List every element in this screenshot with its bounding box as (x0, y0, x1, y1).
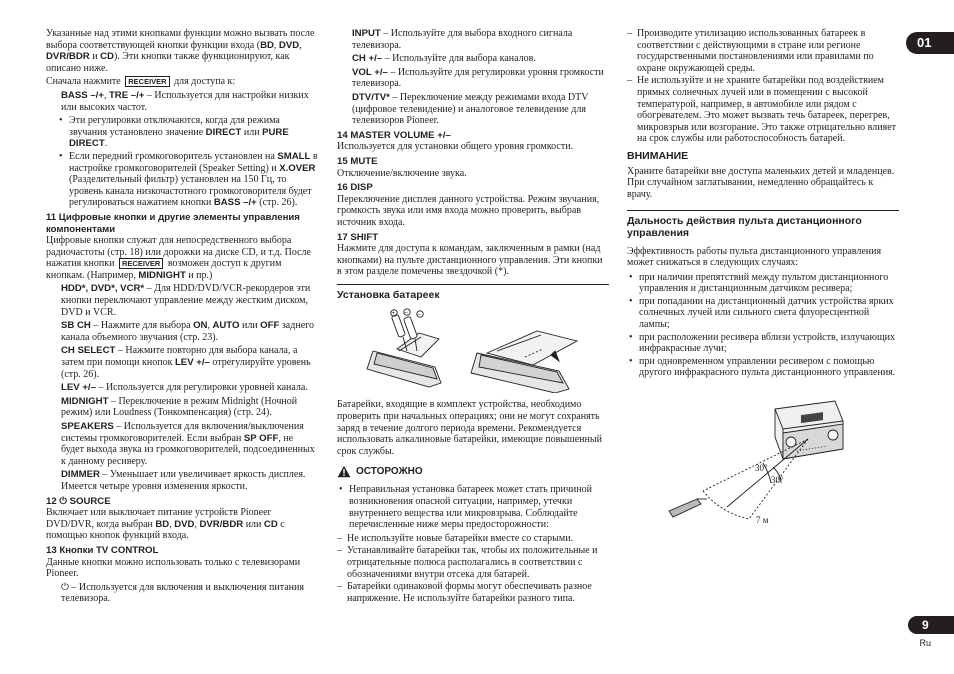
distance-label: 7 м (756, 515, 769, 526)
list-item: – Производите утилизацию использованных батареек в соответствии с действующими в стране или регионе государственными постановлениями или правилами по охране окружающей среды. (627, 28, 899, 74)
svg-text:–: – (417, 312, 421, 319)
list-item: – Батарейки одинаковой формы могут обеспечивать разное напряжение. Не используйте батарейки разного типа. (337, 581, 609, 604)
paragraph-14: Используется для установки общего уровня громкости. (337, 141, 574, 153)
list-item: • Эти регулировки отключаются, когда для режима звучания установлено значение DIRECT или PURE DIRECT. (46, 115, 318, 150)
sbch-entry: SB CH – Нажмите для выбора ON, AUTO или OFF заднего канала объемного звучания (стр. 23). (61, 320, 314, 343)
hdd-entry: HDD*, DVD*, VCR* – Для HDD/DVD/VCR-рекордеров эти кнопки переключают управление между жестким диском, DVD и VCR. (61, 283, 311, 318)
range-heading: Дальность действия пульта дистанционного управления (627, 210, 899, 239)
list-item: • при попадании на дистанционный датчик устройства ярких солнечных лучей или сильного света флуоресцентной лампы; (627, 296, 899, 331)
column-middle (337, 28, 609, 605)
page-number: 9 (908, 616, 954, 634)
tv-power-entry: ⏻ – Используется для включения и выключения питания телевизора. (61, 581, 304, 605)
list-item: • при одновременном управлении ресивером с помощью другого инфракрасного пульта дистанционного управления. (627, 356, 899, 379)
heading-14: 14 MASTER VOLUME +/– (337, 129, 451, 141)
list-item: • Если передний громкоговоритель установлен на SMALL в настройке громкоговорителей (Speaker Setting) и X.OVER (Разделительный фильтр) установлен на 150 Гц, то уровень канала низкочастотного громкоговорителя будет регулироваться нажатием кнопки BASS –/+ (стр. 26). (46, 151, 318, 209)
column-right (627, 28, 899, 531)
chselect-entry: CH SELECT – Нажмите повторно для выбора канала, а затем при помощи кнопок LEV +/– отрегулируйте уровень (стр. 26). (61, 345, 311, 380)
list-item: • при расположении ресивера вблизи устройств, излучающих инфракрасные лучи; (627, 332, 899, 355)
svg-text:+: + (391, 311, 396, 318)
paragraph-17: Нажмите для доступа к командам, заключенным в рамки (над кнопками) на пульте дистанционного управления. Эти кнопки в этом разделе помечены звездочкой (*). (337, 243, 603, 278)
heading-15: 15 MUTE (337, 155, 378, 167)
warning-paragraph: Храните батарейки вне доступа маленьких детей и младенцев. При случайном заглатывании, немедленно обращайтесь к врачу. (627, 165, 895, 200)
dtv-entry: DTV/TV* – Переключение между режимами входа DTV (цифровое телевидение) и аналоговое телевидение для телевизоров Pioneer. (352, 91, 589, 127)
heading-17: 17 SHIFT (337, 231, 379, 243)
speakers-entry: SPEAKERS – Используется для включения/выключения системы громкоговорителей. Если выбран SP OFF, не будет выхода звука из громкоговорителей, подсоединенных к данному ресиверу. (61, 421, 315, 467)
paragraph-13: Данные кнопки можно использовать только с телевизорами Pioneer. (46, 556, 301, 580)
bass-notes (46, 115, 318, 209)
battery-paragraph: Батарейки, входящие в комплект устройства, необходимо проверить при начальных операциях; они не могут сохранять заряд в течение долгого периода времени. Рекомендуется использовать алкалиновые батарейки, имеющие повышенный срок службы. (337, 399, 602, 457)
warning-heading: ВНИМАНИЕ (627, 149, 689, 162)
paragraph-16: Переключение дисплея данного устройства. Режим звучания, громкость звука или имя входа можно проверить, выбрав источник входа. (337, 193, 600, 228)
heading-13: 13 Кнопки TV CONTROL (46, 544, 159, 556)
caution-title: ОСТОРОЖНО (356, 466, 423, 478)
caution-dash-list (337, 533, 609, 605)
battery-install-illustration (337, 307, 609, 393)
list-item: – Не используйте и не храните батарейки под воздействием прямых солнечных лучей или в помещении с высокой температурой, например, в автомобиле или рядом с обогревателем. Это может вызвать течь батареек, перегрев, микровзрыв или возгорание. Это также отрицательно влияет на срок службы или работоспособность батарей. (627, 75, 899, 145)
vol-entry: VOL +/– – Используйте для регулировки уровня громкости телевизора. (352, 66, 604, 90)
caution-header (337, 465, 609, 478)
list-item: • Неправильная установка батареек может стать причиной возникновения опасной ситуации, например, утечки внутреннего вещества или микровзрыва. Соблюдайте перечисленные ниже меры предосторожности: (337, 484, 609, 530)
column-left (46, 28, 318, 607)
caution-dash-list-continued (627, 28, 899, 145)
angle-label-1: 30° (755, 463, 768, 474)
range-list (627, 272, 899, 379)
ch-entry: CH +/– – Используйте для выбора каналов. (352, 53, 536, 65)
midnight-entry: MIDNIGHT – Переключение в режим Midnight (Ночной режим) или Loudness (Тонкомпенсация) (стр. 24). (61, 395, 298, 419)
svg-text:–: – (404, 310, 408, 317)
list-item: – Устанавливайте батарейки так, чтобы их положительные и отрицательные полюса располагались в соответствии с обозначениями внутри отсека для батарей. (337, 545, 609, 580)
receiver-button-icon: RECEIVER (119, 258, 163, 269)
dimmer-entry: DIMMER – Уменьшает или увеличивает яркость дисплея. Имеется четыре уровня изменения яркости. (61, 469, 306, 492)
list-item: – Не используйте новые батарейки вместе со старыми. (337, 533, 609, 545)
input-entry: INPUT – Используйте для выбора входного сигнала телевизора. (352, 28, 573, 51)
chapter-tab: 01 (906, 32, 954, 54)
receiver-first-press: Сначала нажмите RECEIVER для доступа к: (46, 76, 236, 88)
range-intro: Эффективность работы пульта дистанционного управления может снижаться в следующих случаях: (627, 245, 882, 269)
heading-11: 11 Цифровые кнопки и другие элементы управления компонентами (46, 211, 300, 235)
intro-paragraph: Указанные над этими кнопками функции можно вызвать после выбора соответствующей кнопки функции входа (BD, DVD, DVR/BDR и CD). Эти кнопки также функционируют, как описано ниже. (46, 28, 315, 74)
warning-triangle-icon (337, 465, 351, 478)
paragraph-12: Включает или выключает питание устройств Pioneer DVD/DVR, когда выбран BD, DVD, DVR/BDR или CD с помощью кнопок функций входа. (46, 507, 285, 542)
bass-treble-entry: BASS –/+, TRE –/+ – Используется для настройки низких или высоких частот. (61, 89, 309, 113)
remote-range-diagram (667, 391, 867, 531)
list-item: • при наличии препятствий между пультом дистанционного управления и дистанционным датчиком ресивера; (627, 272, 899, 295)
lev-entry: LEV +/– – Используется для регулировки уровней канала. (61, 382, 308, 394)
heading-12: 12 ⏻ SOURCE (46, 495, 111, 507)
caution-list (337, 484, 609, 530)
battery-heading: Установка батареек (337, 284, 609, 302)
language-code: Ru (919, 638, 931, 648)
angle-label-2: 30° (771, 475, 784, 486)
heading-16: 16 DISP (337, 182, 373, 194)
receiver-button-icon: RECEIVER (125, 76, 169, 87)
paragraph-11: Цифровые кнопки служат для непосредственного выбора радиочастоты (стр. 18) или дорожки на диске CD, и т.д. После нажатия кнопки RECEIVER возможен доступ к другим кнопкам. (Например, MIDNIGHT и пр.) (46, 235, 311, 281)
paragraph-15: Отключение/включение звука. (337, 167, 467, 179)
